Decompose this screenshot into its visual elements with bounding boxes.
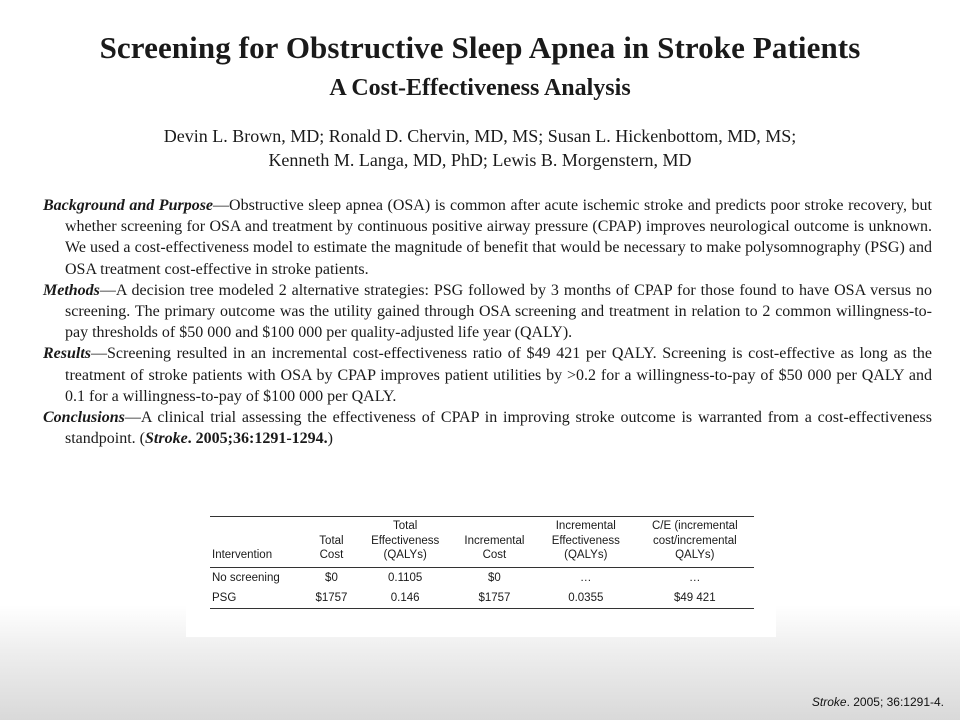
section-heading: Methods: [43, 281, 100, 299]
column-header-incremental-cost: Incremental Cost: [464, 534, 525, 561]
column-header-incremental-effectiveness: Incremental Effectiveness (QALYs): [551, 520, 620, 561]
table-row: [210, 588, 754, 609]
section-text: —Obstructive sleep apnea (OSA) is common after acute ischemic stroke and predicts poor stroke recovery, but whether screening for OSA and treatment by continuous positive airway pressure (CPAP) improves neurological outcome is unknown. We used a cost-effectiveness model to estimate the magnitude of benefit that would be necessary to make polysomnography (PSG) and OSA treatment cost-effective in stroke patients.: [65, 197, 933, 278]
table-cell: No screening: [212, 571, 280, 584]
abstract-conclusions: [43, 407, 932, 449]
inline-citation-details: . 2005;36:1291-1294.: [187, 430, 328, 448]
section-text-tail: ): [327, 430, 333, 448]
section-text: —A clinical trial assessing the effectiveness of CPAP in improving stroke outcome is warranted from a cost-effectiveness standpoint. (: [65, 409, 932, 448]
results-table-panel: [186, 506, 776, 637]
inline-citation-journal: Stroke: [145, 430, 188, 448]
section-text: —A decision tree modeled 2 alternative strategies: PSG followed by 3 months of CPAP for those found to have OSA versus no screening. The primary outcome was the utility gained through OSA screening and treatment in relation to 2 common willingness-to-pay thresholds of $50 000 and $100 000 per quality-adjusted life year (QALY).: [65, 281, 932, 342]
table-cell: 0.1105: [387, 571, 423, 584]
column-header-cost-effectiveness: C/E (incremental cost/incremental QALYs): [651, 520, 738, 561]
table-cell: $0: [325, 571, 338, 584]
results-table: [210, 516, 754, 609]
author-line: Devin L. Brown, MD; Ronald D. Chervin, MD, MS; Susan L. Hickenbottom, MD, MS;: [163, 126, 797, 146]
table-cell: $0: [488, 571, 501, 584]
abstract: [43, 195, 932, 449]
author-line: Kenneth M. Langa, MD, PhD; Lewis B. Morgenstern, MD: [268, 150, 692, 170]
abstract-methods: [43, 280, 932, 344]
citation-journal: Stroke: [811, 695, 847, 709]
table-cell: PSG: [212, 591, 237, 604]
paper-subtitle: A Cost-Effectiveness Analysis: [329, 75, 631, 101]
inline-citation: [145, 430, 328, 447]
author-list: [0, 124, 960, 172]
table-header-row: [210, 517, 754, 568]
paper-title: Screening for Obstructive Sleep Apnea in Stroke Patients: [99, 30, 861, 65]
table-row: [210, 567, 754, 588]
table-cell: 0.146: [390, 591, 420, 604]
citation-details: . 2005; 36:1291-4.: [846, 695, 944, 709]
table-cell: $49 421: [674, 591, 716, 604]
table-cell: $1757: [315, 591, 348, 604]
section-text: —Screening resulted in an incremental cost-effectiveness ratio of $49 421 per QALY. Screening is cost-effective as long as the treatment of stroke patients with OSA by CPAP improves patient utilities by >0.2 for a willingness-to-pay of $50 000 per QALY and 0.1 for a willingness-to-pay of $100 000 per QALY.: [65, 345, 932, 405]
table-cell: …: [689, 571, 701, 584]
table-cell: $1757: [478, 591, 511, 604]
section-heading: Results: [43, 345, 92, 363]
section-heading: Background and Purpose: [43, 197, 214, 214]
table-cell: 0.0355: [568, 591, 604, 604]
source-citation: [812, 695, 944, 709]
abstract-background: [43, 195, 932, 280]
abstract-results: [43, 343, 932, 407]
table-cell: …: [580, 571, 592, 584]
column-header-total-effectiveness: Total Effectiveness (QALYs): [371, 520, 440, 561]
section-heading: Conclusions: [43, 409, 125, 427]
column-header-total-cost: Total Cost: [319, 534, 344, 561]
column-header-intervention: Intervention: [212, 549, 273, 561]
